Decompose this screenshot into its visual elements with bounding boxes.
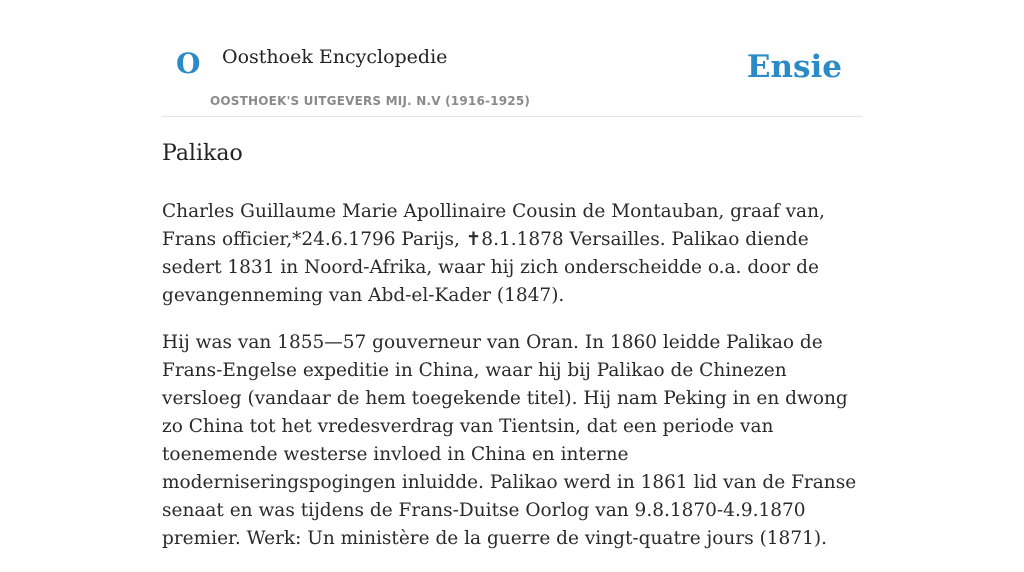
source-title-link[interactable]: Oosthoek Encyclopedie: [222, 46, 448, 68]
source-subtitle: OOSTHOEK'S UITGEVERS MIJ. N.V (1916-1925): [210, 94, 531, 108]
source-header: [162, 0, 862, 117]
article-paragraph-1: Charles Guillaume Marie Apollinaire Cousin de Montauban, graaf van, Frans officier,*24.6.1796 Parijs, ✝8.1.1878 Versailles. Palikao diende sedert 1831 in Noord-Afrika, waar hij zich onderscheidde o.a. door de gevangenneming van Abd-el-Kader (1847).: [162, 201, 825, 306]
article-title: Palikao: [162, 141, 243, 166]
article: [162, 136, 862, 572]
source-logo[interactable]: O: [176, 47, 201, 80]
article-paragraph-2: Hij was van 1855—57 gouverneur van Oran. In 1860 leidde Palikao de Frans-Engelse expeditie in China, waar hij bij Palikao de Chinezen versloeg (vandaar de hem toegekende titel). Hij nam Peking in en dwong zo China tot het vredesverdrag van Tientsin, dat een periode van toenemende westerse invloed in China en interne moderniseringspogingen inluidde. Palikao werd in 1861 lid van de Franse senaat en was tijdens de Frans-Duitse Oorlog van 9.8.1870-4.9.1870 premier. Werk: Un ministère de la guerre de vingt-quatre jours (1871).: [162, 332, 857, 549]
ensie-logo-link[interactable]: Ensie: [746, 49, 842, 85]
